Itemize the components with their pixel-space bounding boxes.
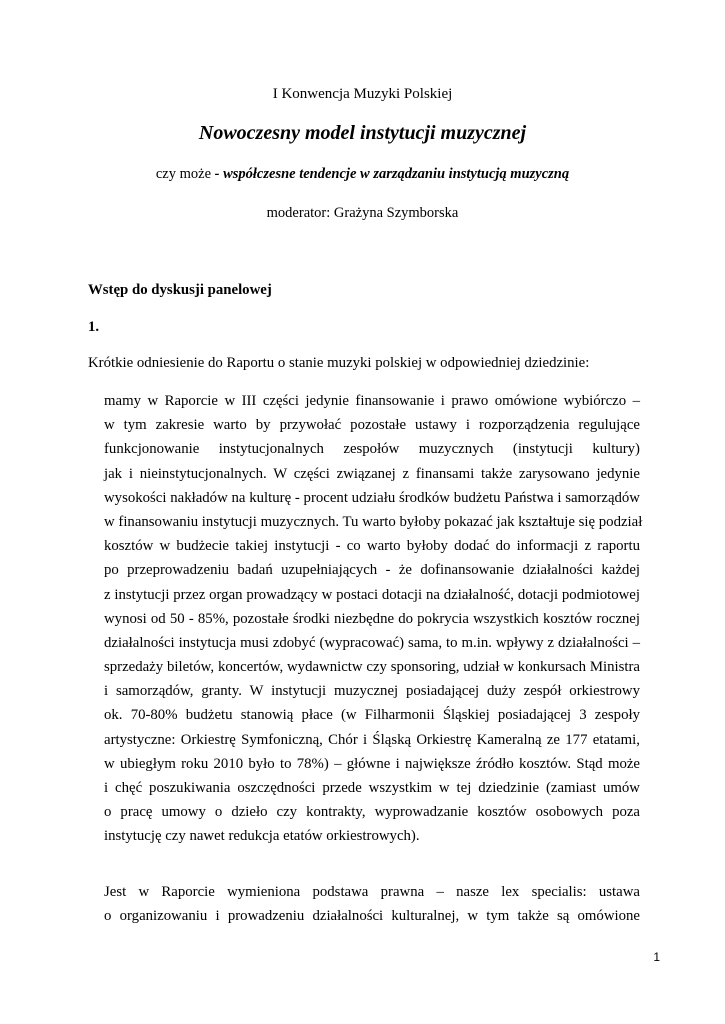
paragraph-line: z instytucji przez organ prowadzący w postaci dotacji na działalność, dotacji podmiotowej <box>104 586 640 603</box>
paragraph-line: o organizowaniu i prowadzeniu działalności kulturalnej, w tym także są omówione <box>104 908 640 925</box>
paragraph-legal-basis <box>104 880 640 928</box>
paragraph-line: ok. 70-80% budżetu stanowią płace (w Filharmonii Śląskiej posiadającej 3 zespoły <box>104 707 640 724</box>
paragraph-line: mamy w Raporcie w III części jedynie finansowanie i prawo omówione wybiórczo – <box>104 393 640 409</box>
moderator-line: moderator: Grażyna Szymborska <box>266 205 459 221</box>
paragraph-line: w tym zakresie warto by przywołać pozostałe ustawy i rozporządzenia regulujące <box>104 417 640 434</box>
paragraph-line: i samorządów, granty. W instytucji muzycznej posiadającej duży zespół orkiestrowy <box>104 683 640 700</box>
paragraph-line: w finansowaniu instytucji muzycznych. Tu warto byłoby pokazać jak kształtuje się podział <box>104 513 643 530</box>
paragraph-line: wynosi od 50 - 85%, pozostałe środki niezbędne do pokrycia wszystkich kosztów rocznej <box>104 610 640 627</box>
report-reference: Krótkie odniesienie do Raportu o stanie muzyki polskiej w odpowiedniej dziedzinie: <box>88 355 590 371</box>
paragraph-line: działalności instytucja musi zdobyć (wypracować) sama, to m.in. wpływy z działalności – <box>104 634 640 651</box>
section-number: 1. <box>88 319 100 335</box>
subtitle-plain: czy może <box>155 166 212 182</box>
subtitle-emphasis: - współczesne tendencje w zarządzaniu instytucją muzyczną <box>214 166 570 182</box>
paragraph-line: w ubiegłym roku 2010 było to 78%) – główne i największe źródło kosztów. Stąd może <box>104 755 640 772</box>
paragraph-line: sprzedaży biletów, koncertów, wydawnictw czy sponsoring, udział w konkursach Ministra <box>104 659 640 676</box>
document-title: Nowoczesny model instytucji muzycznej <box>198 122 527 144</box>
paragraph-line: jak i nieinstytucjonalnych. W części związanej z finansami także zarysowano jedynie <box>104 465 640 482</box>
convention-name: I Konwencja Muzyki Polskiej <box>272 86 453 102</box>
paragraph-line: kosztów w budżecie takiej instytucji - co warto byłoby dodać do informacji z raportu <box>104 538 640 555</box>
paragraph-line: Jest w Raporcie wymieniona podstawa prawna – nasze lex specialis: ustawa <box>104 884 640 900</box>
paragraph-line: po przeprowadzeniu badań uzupełniających - że dofinansowanie działalności każdej <box>104 562 640 579</box>
paragraph-line: instytucję czy nawet redukcja etatów orkiestrowych). <box>104 828 420 845</box>
paragraph-line: funkcjonowanie instytucjonalnych zespołów muzycznych (instytucji kultury) <box>104 441 640 458</box>
paragraph-line: wysokości nakładów na kulturę - procent udziału środków budżetu Państwa i samorządów <box>104 489 640 506</box>
section-heading: Wstęp do dyskusji panelowej <box>88 282 272 298</box>
paragraph-line: artystyczne: Orkiestrę Symfoniczną, Chór i Śląską Orkiestrę Kameralną ze 177 etatami, <box>104 731 640 748</box>
document-subtitle <box>0 166 725 183</box>
paragraph-line: o pracę umowy o dzieło czy kontrakty, wyprowadzanie kosztów osobowych poza <box>104 804 640 821</box>
page-number: 1 <box>653 950 660 964</box>
paragraph-financing <box>104 389 643 849</box>
paragraph-line: i chęć poszukiwania oszczędności przede wszystkim w tej dziedzinie (zamiast umów <box>104 780 640 796</box>
